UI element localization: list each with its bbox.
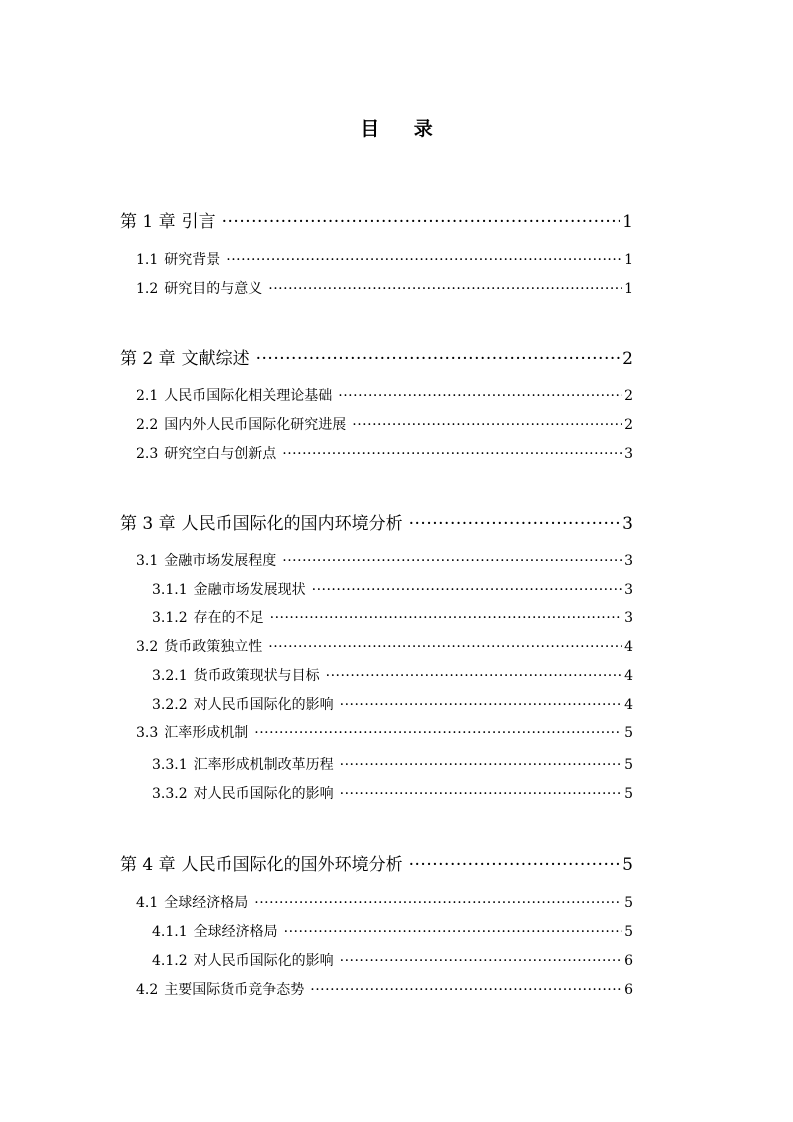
- toc-leader-dots: [409, 514, 621, 534]
- toc-entry-section[interactable]: [136, 249, 633, 269]
- toc-entry-section[interactable]: [136, 722, 633, 742]
- toc-entry-number: 3.1: [136, 553, 159, 569]
- toc-entry-chapter-1[interactable]: [120, 207, 633, 232]
- toc-leader-dots: [340, 757, 622, 773]
- toc-page-number: 2: [622, 349, 633, 369]
- toc-leader-dots: [409, 855, 621, 875]
- toc-entry-label: [136, 722, 254, 742]
- toc-entry-chapter-4[interactable]: [120, 850, 633, 875]
- toc-entry-label: [120, 509, 409, 534]
- toc-entry-number: 1.1: [136, 252, 159, 268]
- toc-page-number: 5: [624, 924, 633, 940]
- toc-entry-title: 存在的不足: [193, 610, 264, 626]
- toc-entry-title: 全球经济格局: [164, 895, 249, 911]
- page-title: 目 录: [360, 118, 447, 140]
- toc-entry-subsection[interactable]: [152, 694, 633, 714]
- toc-entry-title: 人民币国际化相关理论基础: [164, 388, 333, 404]
- toc-leader-dots: [284, 924, 622, 940]
- toc-leader-dots: [312, 582, 622, 598]
- toc-entry-label: [152, 754, 340, 774]
- toc-entry-title: 对人民币国际化的影响: [193, 786, 334, 802]
- toc-entry-label: [136, 636, 268, 656]
- toc-entry-title: 金融市场发展程度: [164, 553, 277, 569]
- toc-entry-title: 汇率形成机制改革历程: [193, 757, 334, 773]
- toc-entry-label: [136, 249, 226, 269]
- toc-leader-dots: [282, 446, 622, 462]
- toc-entry-title: 研究空白与创新点: [164, 446, 277, 462]
- toc-entry-number: 第 1 章: [120, 212, 176, 232]
- toc-leader-dots: [326, 668, 622, 684]
- toc-entry-number: 3.1.2: [152, 610, 188, 626]
- toc-entry-number: 3.2.2: [152, 697, 188, 713]
- toc-page-number: 5: [624, 725, 633, 741]
- toc-page-number: 2: [624, 417, 633, 433]
- toc-entry-label: [152, 579, 312, 599]
- toc-entry-label: [152, 665, 326, 685]
- toc-entry-number: 3.3.1: [152, 757, 188, 773]
- toc-entry-number: 3.3: [136, 725, 159, 741]
- toc-leader-dots: [282, 553, 622, 569]
- toc-entry-number: 2.1: [136, 388, 159, 404]
- toc-entry-label: [136, 550, 282, 570]
- toc-page-number: 3: [624, 446, 633, 462]
- toc-page-number: 3: [622, 514, 633, 534]
- toc-page-number: 5: [624, 895, 633, 911]
- toc-entry-subsection[interactable]: [152, 607, 633, 627]
- toc-leader-dots: [226, 252, 622, 268]
- toc-page-number: 6: [624, 953, 633, 969]
- toc-leader-dots: [254, 725, 622, 741]
- toc-entry-label: [136, 414, 352, 434]
- toc-entry-number: 4.1: [136, 895, 159, 911]
- toc-page-number: 3: [624, 610, 633, 626]
- toc-entry-label: [152, 921, 284, 941]
- toc-entry-subsection[interactable]: [152, 783, 633, 803]
- toc-entry-title: 研究背景: [164, 252, 221, 268]
- toc-entry-title: 引言: [181, 212, 216, 232]
- toc-entry-title: 货币政策现状与目标: [193, 668, 320, 684]
- toc-page-number: 5: [624, 757, 633, 773]
- toc-page-number: 5: [624, 786, 633, 802]
- toc-entry-label: [152, 607, 270, 627]
- toc-entry-label: [120, 207, 222, 232]
- toc-entry-title: 主要国际货币竞争态势: [164, 982, 305, 998]
- toc-entry-number: 第 2 章: [120, 349, 176, 369]
- toc-entry-title: 研究目的与意义: [164, 281, 263, 297]
- toc-leader-dots: [352, 417, 622, 433]
- toc-entry-title: 人民币国际化的国内环境分析: [181, 514, 403, 534]
- toc-entry-label: [136, 979, 310, 999]
- toc-entry-subsection[interactable]: [152, 665, 633, 685]
- toc-entry-label: [136, 892, 254, 912]
- toc-entry-section[interactable]: [136, 636, 633, 656]
- toc-entry-title: 国内外人民币国际化研究进展: [164, 417, 347, 433]
- toc-entry-number: 第 4 章: [120, 855, 176, 875]
- toc-entry-section[interactable]: [136, 385, 633, 405]
- toc-entry-subsection[interactable]: [152, 579, 633, 599]
- toc-entry-label: [136, 443, 282, 463]
- toc-entry-label: [120, 850, 409, 875]
- toc-entry-section[interactable]: [136, 278, 633, 298]
- toc-entry-title: 汇率形成机制: [164, 725, 249, 741]
- toc-entry-subsection[interactable]: [152, 921, 633, 941]
- toc-entry-title: 文献综述: [181, 349, 250, 369]
- toc-entry-title: 全球经济格局: [193, 924, 278, 940]
- toc-entry-number: 2.2: [136, 417, 159, 433]
- toc-entry-title: 对人民币国际化的影响: [193, 697, 334, 713]
- toc-entry-number: 3.2: [136, 639, 159, 655]
- toc-page-number: 3: [624, 553, 633, 569]
- toc-entry-section[interactable]: [136, 550, 633, 570]
- toc-leader-dots: [340, 953, 622, 969]
- toc-entry-number: 3.3.2: [152, 786, 188, 802]
- toc-entry-label: [136, 278, 268, 298]
- toc-entry-section[interactable]: [136, 892, 633, 912]
- toc-leader-dots: [268, 639, 622, 655]
- toc-entry-number: 4.2: [136, 982, 159, 998]
- toc-entry-subsection[interactable]: [152, 950, 633, 970]
- toc-entry-title: 金融市场发展现状: [193, 582, 306, 598]
- toc-entry-number: 4.1.2: [152, 953, 188, 969]
- toc-page-number: 2: [624, 388, 633, 404]
- toc-entry-chapter-3[interactable]: [120, 509, 633, 534]
- toc-entry-section[interactable]: [136, 979, 633, 999]
- toc-entry-label: [152, 783, 340, 803]
- toc-entry-section[interactable]: [136, 443, 633, 463]
- toc-leader-dots: [310, 982, 622, 998]
- toc-entry-chapter-2[interactable]: [120, 344, 633, 369]
- toc-page-number: 6: [624, 982, 633, 998]
- toc-page-number: 3: [624, 582, 633, 598]
- toc-page-number: 1: [624, 252, 633, 268]
- toc-page-number: 1: [622, 212, 633, 232]
- toc-entry-label: [152, 694, 340, 714]
- toc-entry-label: [136, 385, 338, 405]
- toc-entry-number: 4.1.1: [152, 924, 188, 940]
- toc-entry-number: 3.1.1: [152, 582, 188, 598]
- toc-entry-number: 1.2: [136, 281, 159, 297]
- toc-entry-title: 货币政策独立性: [164, 639, 263, 655]
- toc-entry-title: 对人民币国际化的影响: [193, 953, 334, 969]
- toc-page-number: 5: [622, 855, 633, 875]
- toc-page-number: 4: [624, 697, 633, 713]
- toc-leader-dots: [254, 895, 622, 911]
- toc-leader-dots: [270, 610, 622, 626]
- toc-page-number: 4: [624, 668, 633, 684]
- toc-entry-label: [120, 344, 256, 369]
- toc-entry-number: 3.2.1: [152, 668, 188, 684]
- toc-leader-dots: [340, 786, 622, 802]
- toc-page-number: 4: [624, 639, 633, 655]
- toc-entry-number: 第 3 章: [120, 514, 176, 534]
- toc-leader-dots: [222, 212, 621, 232]
- toc-leader-dots: [268, 281, 622, 297]
- toc-entry-label: [152, 950, 340, 970]
- toc-leader-dots: [256, 349, 621, 369]
- toc-entry-subsection[interactable]: [152, 754, 633, 774]
- toc-leader-dots: [338, 388, 622, 404]
- toc-entry-number: 2.3: [136, 446, 159, 462]
- toc-page-number: 1: [624, 281, 633, 297]
- toc-leader-dots: [340, 697, 622, 713]
- toc-entry-title: 人民币国际化的国外环境分析: [181, 855, 403, 875]
- toc-entry-section[interactable]: [136, 414, 633, 434]
